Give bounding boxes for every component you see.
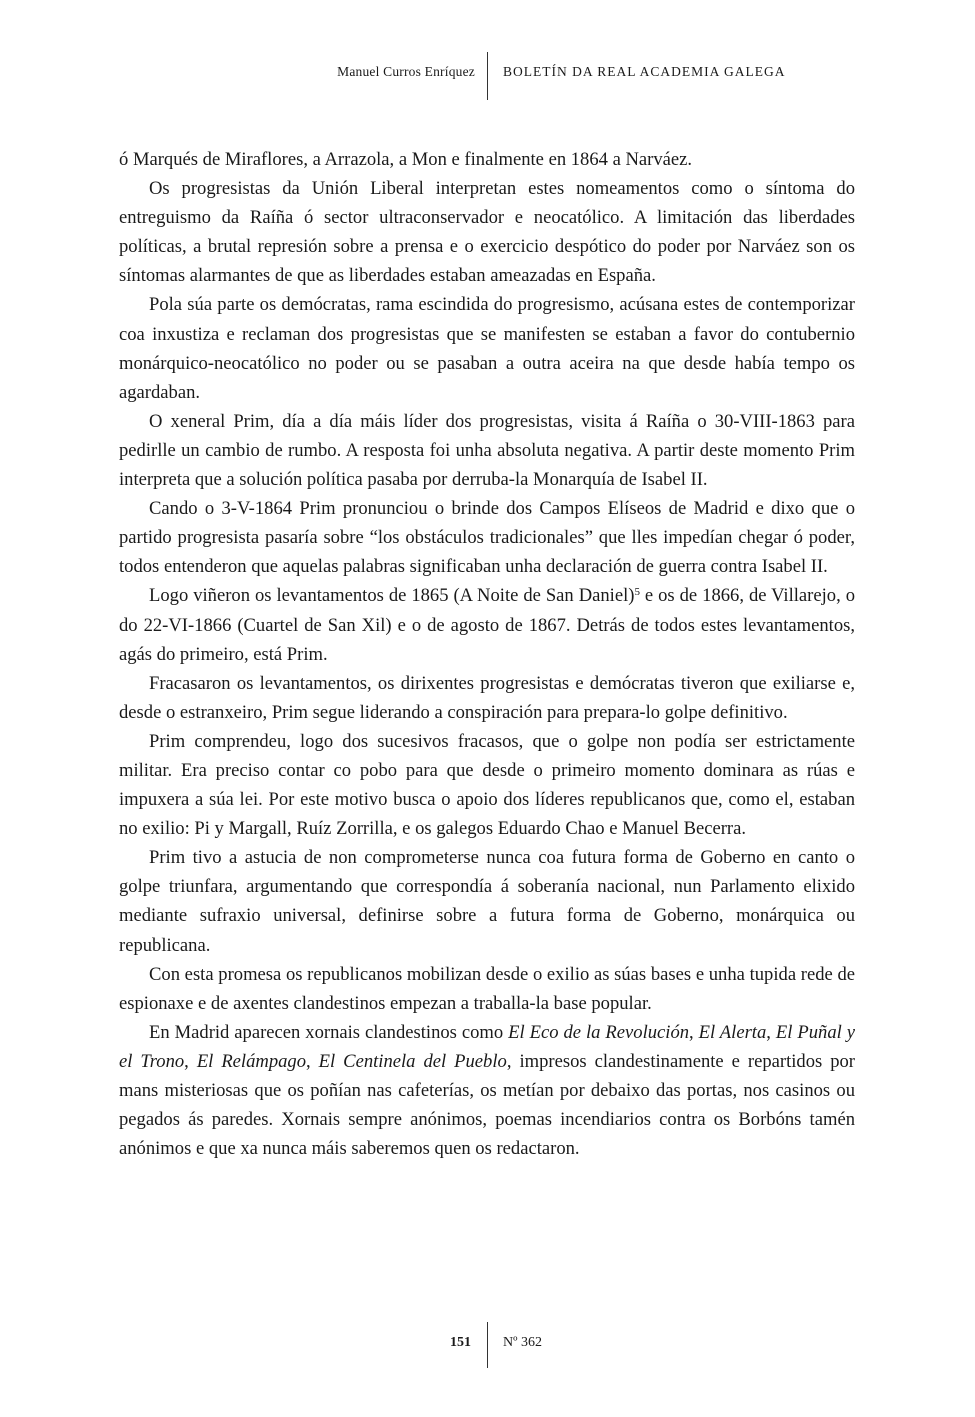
paragraph-text: Logo viñeron os levantamentos de 1865 (A Noite de San Daniel) <box>149 585 635 607</box>
paragraph: Fracasaron os levantamentos, os dirixentes progresistas e demócratas tiveron que exiliarse e, desde o estranxeiro, Prim segue liderando a conspiración para prepara-lo golpe definitivo. <box>119 672 855 723</box>
page-footer <box>0 1322 975 1368</box>
paragraph-text: , <box>689 1021 699 1043</box>
paragraph <box>119 1018 855 1163</box>
paragraph-text: , <box>184 1050 197 1072</box>
paragraph-text: e os de 1866, de Villarejo, o do 22-VI-1866 (Cuartel de San Xil) e o de agosto de 1867. Detrás de todos estes levantamentos, agás do primeiro, está Prim. <box>119 585 855 665</box>
paragraph: Prim comprendeu, logo dos sucesivos fracasos, que o golpe non podía ser estrictamente militar. Era preciso contar co pobo para que desde o primeiro momento dominara as rúas e impuxera a súa lei. Por este motivo busca o apoio dos líderes republicanos que, como el, estaban no exilio: Pi y Margall, Ruíz Zorrilla, e os galegos Eduardo Chao e Manuel Becerra. <box>119 730 855 840</box>
paragraph-text: , <box>766 1021 776 1043</box>
newspaper-title: El Eco de la Revolución <box>508 1021 690 1043</box>
header-author: Manuel Curros Enríquez <box>337 64 475 79</box>
paragraph-text: En Madrid aparecen xornais clandestinos como <box>149 1021 509 1043</box>
paragraph: Con esta promesa os republicanos mobilizan desde o exilio as súas bases e unha tupida rede de espionaxe e de axentes clandestinos empezan a traballa-la base popular. <box>119 963 855 1014</box>
header-journal-title: BOLETÍN DA REAL ACADEMIA GALEGA <box>503 64 786 79</box>
paragraph: Os progresistas da Unión Liberal interpretan estes nomeamentos como o síntoma do entreguismo da Raíña ó sector ultraconservador e neocatólico. A limitación das liberdades políticas, a brutal represión sobre a prensa e o exercicio despótico do poder por Narváez son os síntomas alarmantes de que as liberdades estaban ameazadas en España. <box>119 178 855 287</box>
newspaper-title: El Puñal y el Trono <box>119 1021 855 1072</box>
paragraph-text: , impresos clandestinamente e repartidos por mans misteriosas que os poñían nas cafeterías, os metían por debaixo das portas, nos casinos ou pegados ás paredes. Xornais sempre anónimos, poemas incendiarios contra os Borbóns tamén anónimos e que xa nunca máis saberemos quen os redactaron. <box>119 1050 856 1160</box>
paragraph-text: , <box>306 1050 319 1072</box>
paragraph: Prim tivo a astucia de non comprometerse nunca coa futura forma de Goberno en canto o golpe triunfara, argumentando que correspondía á soberanía nacional, nun Parlamento elixido mediante sufraxio universal, definirse sobre a futura forma de Goberno, monárquica ou republicana. <box>119 847 855 956</box>
header-divider <box>487 52 488 100</box>
paragraph: Cando o 3-V-1864 Prim pronunciou o brinde dos Campos Elíseos de Madrid e dixo que o partido progresista pasaría sobre “los obstáculos tradicionales” que lles impedían chegar ó poder, todos entenderon que aquelas palabras significaban unha declaración de guerra contra Isabel II. <box>119 498 855 578</box>
running-header <box>0 52 975 100</box>
issue-number: Nº 362 <box>503 1335 542 1350</box>
newspaper-title: El Alerta <box>698 1021 767 1043</box>
paragraph: ó Marqués de Miraflores, a Arrazola, a Mon e finalmente en 1864 a Narváez. <box>119 149 693 170</box>
newspaper-title: El Centinela del Pueblo <box>318 1050 507 1072</box>
page-number: 151 <box>450 1335 471 1350</box>
paragraph <box>119 581 855 668</box>
footnote-reference[interactable]: 5 <box>634 586 640 599</box>
paragraph: O xeneral Prim, día a día máis líder dos progresistas, visita á Raíña o 30-VIII-1863 para pedirlle un cambio de rumbo. A resposta foi unha absoluta negativa. A partir deste momento Prim interpreta que a solución política pasaba por derruba-la Monarquía de Isabel II. <box>119 410 855 491</box>
footer-divider <box>487 1322 488 1368</box>
body-text <box>119 145 855 1163</box>
newspaper-title: El Relámpago <box>196 1050 307 1072</box>
paragraph: Pola súa parte os demócratas, rama escindida do progresismo, acúsana estes de contemporizar coa inxustiza e reclaman dos progresistas que se manifesten se estaban a favor do contubernio monárquico-neocatólico no poder ou se pasaban a outra aceira na que desde había tempo os agardaban. <box>119 294 855 403</box>
